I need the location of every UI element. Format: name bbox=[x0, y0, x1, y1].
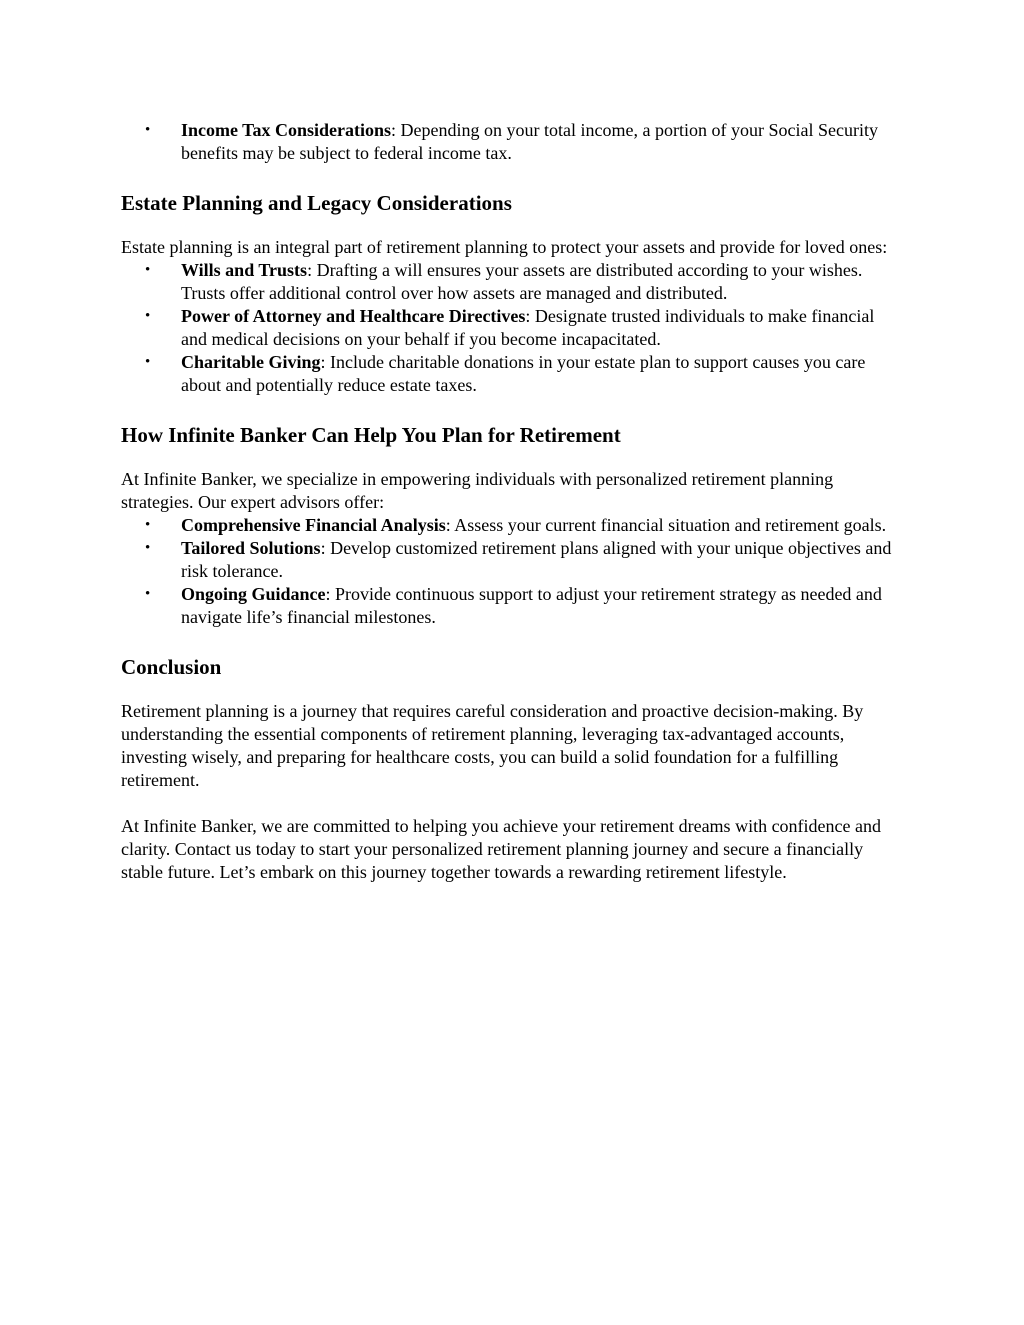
list-item-term: Comprehensive Financial Analysis bbox=[181, 515, 446, 535]
list-item-text: : Assess your current financial situation and retirement goals. bbox=[445, 515, 887, 535]
services-bullet-list bbox=[121, 514, 903, 629]
list-item-term: Power of Attorney and Healthcare Directives bbox=[181, 306, 526, 326]
list-item-term: Wills and Trusts bbox=[181, 260, 308, 280]
bullet-icon: • bbox=[145, 262, 151, 278]
list-item-text: : Develop customized retirement plans aligned with your unique objectives and risk tolerance. bbox=[181, 538, 892, 581]
list-item-text: : Include charitable donations in your estate plan to support causes you care about and potentially reduce estate taxes. bbox=[181, 352, 866, 395]
section-intro: Estate planning is an integral part of retirement planning to protect your assets and provide for loved ones: bbox=[121, 237, 888, 257]
list-item bbox=[121, 259, 903, 305]
bullet-icon: • bbox=[145, 308, 151, 324]
list-item-text: : Designate trusted individuals to make financial and medical decisions on your behalf if you become incapacitated. bbox=[181, 306, 875, 349]
bullet-icon: • bbox=[145, 122, 151, 138]
list-item bbox=[121, 537, 903, 583]
estate-bullet-list bbox=[121, 259, 903, 397]
bullet-icon: • bbox=[145, 354, 151, 370]
list-item bbox=[121, 119, 903, 165]
intro-bullet-list bbox=[121, 119, 903, 165]
list-item bbox=[121, 351, 903, 397]
list-item bbox=[121, 305, 903, 351]
list-item-term: Ongoing Guidance bbox=[181, 584, 326, 604]
list-item-term: Income Tax Considerations bbox=[181, 120, 392, 140]
list-item-text: : Depending on your total income, a portion of your Social Security benefits may be subject to federal income tax. bbox=[181, 120, 878, 163]
conclusion-paragraph: Retirement planning is a journey that requires careful consideration and proactive decision-making. By understanding the essential components of retirement planning, leveraging tax-advantaged accounts, investing wisely, and preparing for healthcare costs, you can build a solid foundation for a fulfilling retirement. bbox=[121, 701, 864, 790]
list-item bbox=[121, 583, 903, 629]
bullet-icon: • bbox=[145, 517, 151, 533]
document-page bbox=[121, 119, 903, 884]
list-item-text: : Drafting a will ensures your assets are distributed according to your wishes. Trusts offer additional control over how assets are managed and distributed. bbox=[181, 260, 863, 303]
bullet-icon: • bbox=[145, 586, 151, 602]
section-heading-infinite-banker: How Infinite Banker Can Help You Plan for Retirement bbox=[121, 423, 621, 447]
section-heading-estate-planning: Estate Planning and Legacy Considerations bbox=[121, 191, 512, 215]
list-item-term: Tailored Solutions bbox=[181, 538, 321, 558]
conclusion-paragraph: At Infinite Banker, we are committed to helping you achieve your retirement dreams with confidence and clarity. Contact us today to start your personalized retirement planning journey and secure a financially stable future. Let’s embark on this journey together towards a rewarding retirement lifestyle. bbox=[121, 816, 882, 882]
section-heading-conclusion: Conclusion bbox=[121, 655, 222, 679]
bullet-icon: • bbox=[145, 540, 151, 556]
list-item bbox=[121, 514, 903, 537]
list-item-term: Charitable Giving bbox=[181, 352, 321, 372]
section-intro: At Infinite Banker, we specialize in empowering individuals with personalized retirement planning strategies. Our expert advisors offer: bbox=[121, 469, 834, 512]
list-item-text: : Provide continuous support to adjust your retirement strategy as needed and navigate life’s financial milestones. bbox=[181, 584, 882, 627]
